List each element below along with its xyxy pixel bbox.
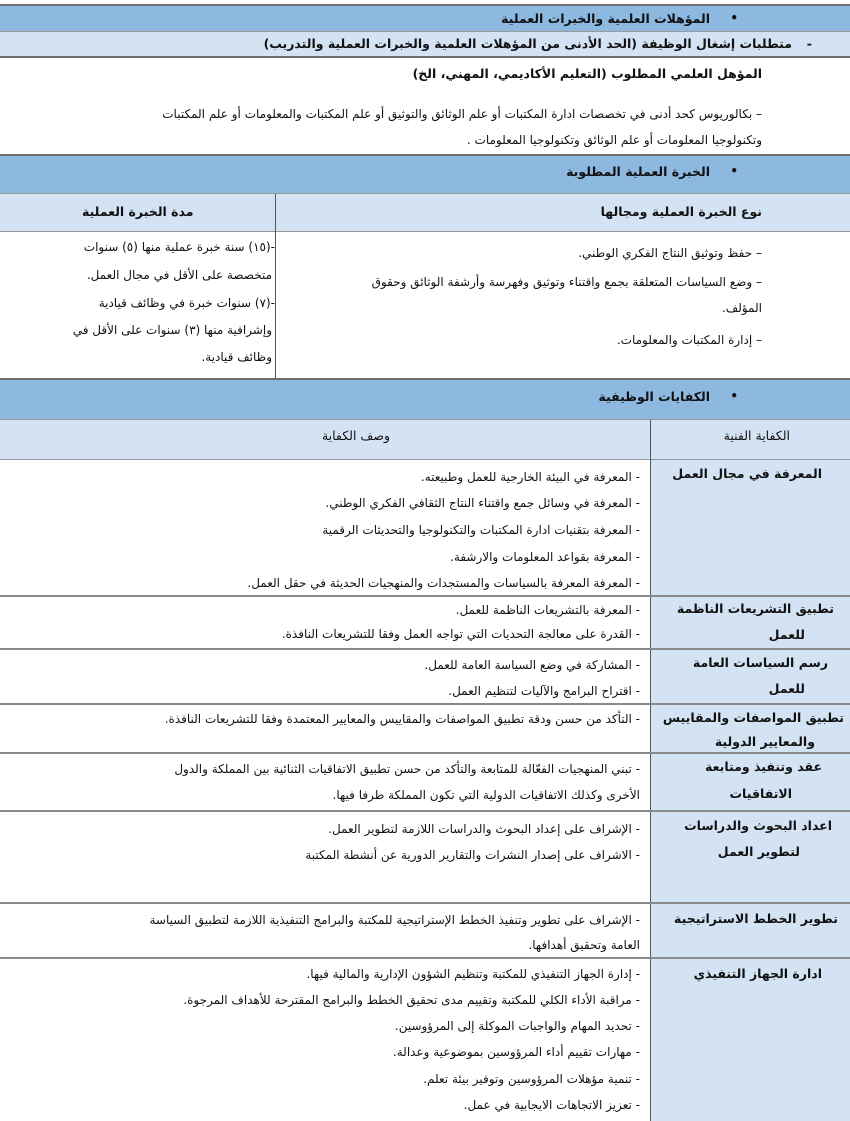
competency-name: للعمل — [768, 681, 805, 696]
qualification-line: وتكنولوجيا المعلومات أو علم الوثائق وتكنولوجيا المعلومات . — [466, 133, 762, 147]
competency-item: - المعرفة في وسائل جمع واقتناء النتاج الثقافي الفكري الوطني. — [325, 496, 640, 510]
experience-duration-line: متخصصة على الأقل في مجال العمل. — [86, 268, 272, 282]
column-header-description: وصف الكفاية — [321, 428, 390, 443]
row-divider — [0, 810, 850, 812]
competency-item: - تحديد المهام والواجبات الموكلة إلى المرؤوسين. — [394, 1019, 640, 1033]
competency-item: - المعرفة بتقنيات ادارة المكتبات والتكنولوجيا والتحديثات الرقمية — [322, 523, 640, 537]
column-divider — [275, 194, 276, 378]
competency-item: - الاشراف على إصدار النشرات والتقارير الدورية عن أنشطة المكتبة — [305, 848, 640, 862]
experience-duration-line: وإشرافية منها (٣) سنوات على الأقل في — [72, 323, 272, 337]
section-title-experience: الخبرة العملية المطلوبة — [566, 164, 710, 179]
competency-name: المعرفة في مجال العمل — [672, 466, 822, 481]
competency-item: - اقتراح البرامج والآليات لتنظيم العمل. — [448, 684, 640, 698]
experience-duration-line: -(٧) سنوات خبرة في وظائف قيادية — [98, 296, 275, 310]
competency-item: - مراقبة الأداء الكلي للمكتبة وتقييم مدى تحقيق الخطط والبرامج المقترحة للأهداف المرجوة. — [183, 993, 640, 1007]
subheader-job-requirements-text: متطلبات إشغال الوظيفة (الحد الأدنى من المؤهلات العلمية والخبرات العملية والتدريب) — [263, 36, 792, 51]
section-title-competencies: الكفايات الوظيفية — [598, 389, 710, 404]
row-divider — [0, 648, 850, 650]
column-divider — [650, 420, 651, 1121]
competency-item: العامة وتحقيق أهدافها. — [528, 938, 640, 952]
competency-item: - إدارة الجهاز التنفيذي للمكتبة وتنظيم الشؤون الإدارية والمالية فيها. — [306, 967, 640, 981]
qualification-line: – بكالوريوس كحد أدنى في تخصصات ادارة المكتبات أو علم الوثائق والتوثيق أو علم المكتبات والمعلومات أو علم المكتبات — [162, 107, 762, 121]
competency-item: - التأكد من حسن ودقة تطبيق المواصفات والمقاييس والمعايير المعتمدة وفقا للتشريعات النافذة. — [164, 712, 640, 726]
competency-item: - القدرة على معالجة التحديات التي تواجه العمل وفقا للتشريعات النافذة. — [281, 627, 640, 641]
bullet-icon: • — [730, 11, 738, 25]
experience-duration-line: -(١٥) سنة خبرة عملية منها (٥) سنوات — [83, 240, 275, 254]
section-header-competencies — [0, 378, 850, 420]
row-divider — [0, 902, 850, 904]
row-divider — [0, 703, 850, 705]
competency-item: - المعرفة في البيئة الخارجية للعمل وطبيعته. — [420, 470, 640, 484]
competency-name: الاتفاقيات — [729, 786, 792, 801]
section-header-experience — [0, 154, 850, 194]
competency-name: تطبيق التشريعات الناظمة — [676, 601, 834, 616]
experience-type-line: – حفظ وتوثيق النتاج الفكري الوطني. — [578, 246, 762, 260]
competency-item: - تنمية مؤهلات المرؤوسين وتوفير بيئة تعلم. — [423, 1072, 640, 1086]
row-divider — [0, 957, 850, 959]
competency-name: رسم السياسات العامة — [692, 655, 828, 670]
competency-item: - المعرفة المعرفة بالسياسات والمستجدات والمنهجيات الحديثة في حقل العمل. — [247, 576, 640, 590]
competency-name: عقد وتنفيذ ومتابعة — [705, 759, 822, 774]
qualification-label: المؤهل العلمي المطلوب (التعليم الأكاديمي، المهني، الخ) — [412, 66, 762, 81]
competency-item: - المشاركة في وضع السياسة العامة للعمل. — [424, 658, 640, 672]
competency-item: - تبني المنهجيات الفعّالة للمتابعة والتأكد من حسن تطبيق الاتفاقيات الثنائية بين المملكة والدول — [174, 762, 640, 776]
competency-name: تطوير الخطط الاستراتيجية — [674, 911, 838, 926]
competency-name: للعمل — [768, 627, 805, 642]
row-divider — [0, 752, 850, 754]
experience-type-line: المؤلف. — [721, 301, 762, 315]
competency-name: ادارة الجهاز التنفيذي — [693, 966, 822, 981]
competency-table-header — [0, 420, 850, 460]
competency-item: الأخرى وكذلك الاتفاقيات الدولية التي تكون المملكة طرفا فيها. — [332, 788, 640, 802]
column-header-competency: الكفاية الفنية — [723, 428, 790, 443]
experience-type-line: – وضع السياسات المتعلقة بجمع واقتناء وتوثيق وفهرسة وأرشفة الوثائق وحقوق — [371, 275, 762, 289]
subheader-job-requirements — [0, 32, 850, 58]
competency-item: - الإشراف على إعداد البحوث والدراسات اللازمة لتطوير العمل. — [328, 822, 640, 836]
competency-name: اعداد البحوث والدراسات — [684, 818, 832, 833]
row-divider — [0, 595, 850, 597]
competency-item: - المعرفة بالتشريعات الناظمة للعمل. — [455, 603, 640, 617]
competency-item: - تعزيز الاتجاهات الايجابية في عمل. — [463, 1098, 640, 1112]
competency-item: - الإشراف على تطوير وتنفيذ الخطط الإستراتيجية للمكتبة والبرامج التنفيذية اللازمة لتطبيق السياسة — [149, 913, 640, 927]
bullet-icon: • — [730, 389, 738, 403]
competency-name: والمعايير الدولية — [714, 734, 815, 749]
competency-item: - مهارات تقييم أداء المرؤوسين بموضوعية وعدالة. — [392, 1045, 640, 1059]
column-header-experience-duration: مدة الخبرة العملية — [82, 204, 194, 219]
column-header-experience-type: نوع الخبرة العملية ومجالها — [600, 204, 762, 219]
competency-name: لتطوير العمل — [717, 844, 800, 859]
competency-name: تطبيق المواصفات والمقاييس — [662, 710, 844, 725]
section-header-qualifications — [0, 4, 850, 32]
section-title-qualifications: المؤهلات العلمية والخبرات العملية — [501, 11, 710, 26]
bullet-icon: • — [730, 164, 738, 178]
experience-type-line: – إدارة المكتبات والمعلومات. — [616, 333, 762, 347]
subheader-dash: - — [806, 36, 812, 51]
experience-duration-line: وظائف قيادية. — [201, 350, 272, 364]
competency-item: - المعرفة بقواعد المعلومات والارشفة. — [450, 550, 640, 564]
experience-table-header — [0, 194, 850, 232]
